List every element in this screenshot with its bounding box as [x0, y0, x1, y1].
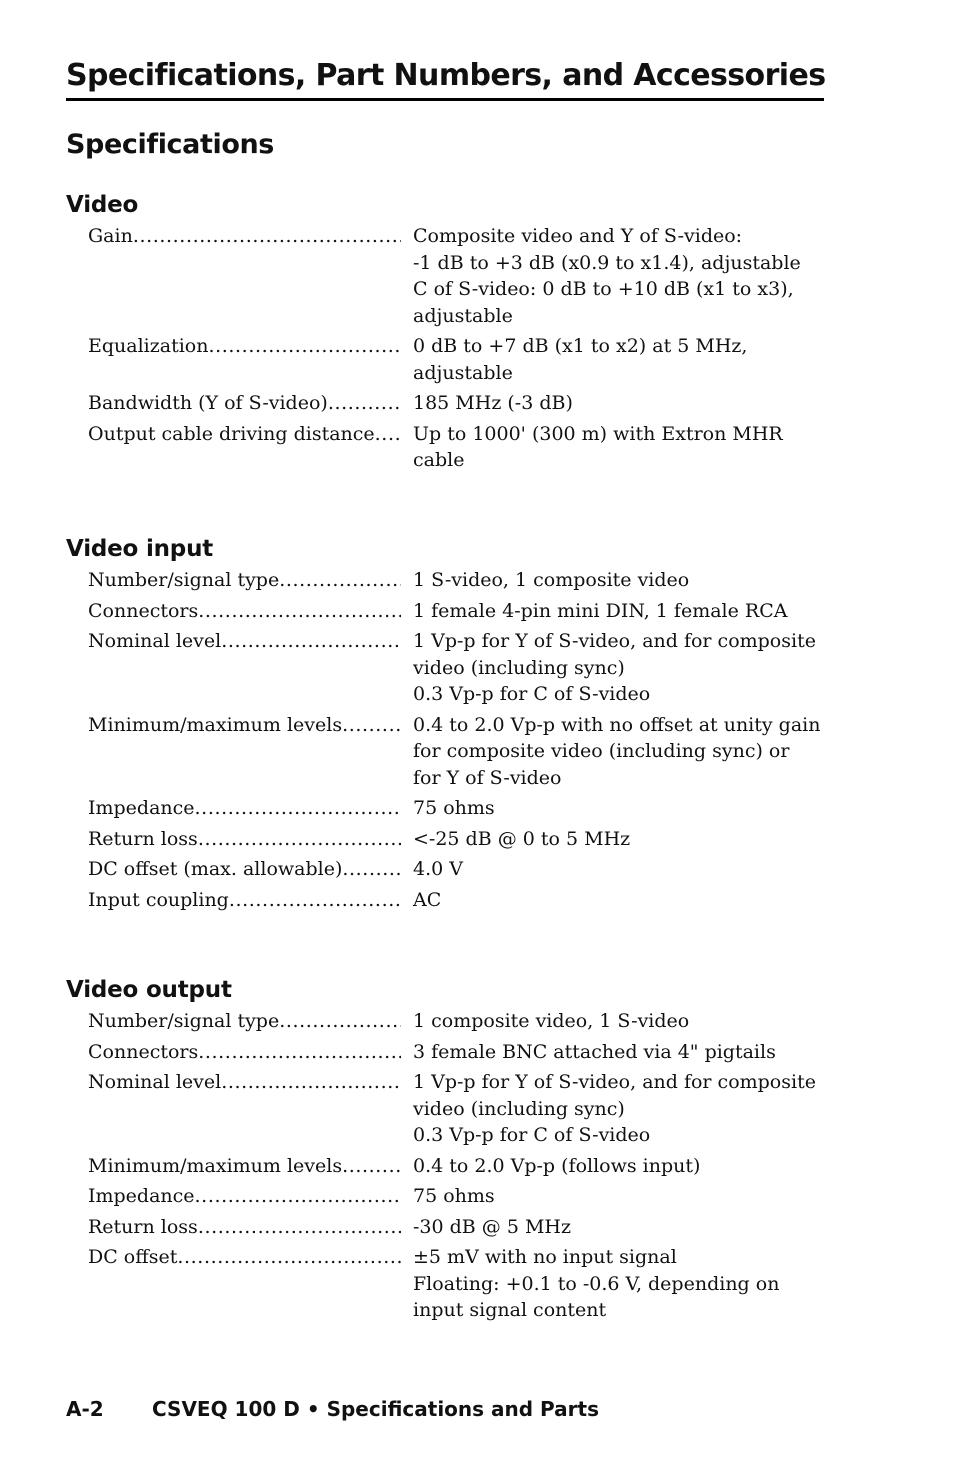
spec-term [88, 567, 401, 594]
spec-term-label: Impedance [88, 1185, 195, 1207]
footer-text: CSVEQ 100 D • Specifications and Parts [152, 1397, 599, 1421]
spec-value-line: 1 composite video, 1 S-video [413, 1010, 690, 1032]
spec-value-line: adjustable [413, 304, 513, 327]
spec-value-line: 0.4 to 2.0 Vp-p with no offset at unity gain [413, 713, 821, 736]
spec-term-label: Number/signal type [88, 569, 280, 591]
spec-term-label: Equalization [88, 335, 209, 357]
spec-row [0, 223, 954, 329]
spec-term [88, 390, 401, 417]
spec-row [0, 598, 954, 625]
spec-value [413, 1069, 833, 1149]
spec-value [413, 1153, 833, 1180]
spec-term [88, 223, 401, 329]
spec-term-label: Minimum/maximum levels [88, 713, 343, 736]
spec-term-label: Bandwidth (Y of S-video) [88, 392, 328, 414]
spec-value-line: 75 ohms [413, 797, 495, 819]
spec-row [0, 856, 954, 883]
spec-row [0, 1008, 954, 1035]
spec-term [88, 598, 401, 625]
spec-value [413, 390, 833, 417]
spec-row [0, 826, 954, 853]
spec-value-line: <-25 dB @ 0 to 5 MHz [413, 827, 631, 850]
spec-term [88, 1039, 401, 1066]
page-number: A-2 [66, 1397, 104, 1421]
spec-list [0, 223, 954, 478]
spec-value [413, 1008, 833, 1035]
subsection-title: Video output [66, 977, 232, 1003]
spec-term-label: Input coupling [88, 888, 229, 911]
spec-term-label: Return loss [88, 1215, 198, 1238]
spec-term-label: Number/signal type [88, 1010, 280, 1032]
spec-term [88, 1008, 401, 1035]
spec-term [88, 421, 401, 474]
spec-value-line: C of S-video: 0 dB to +10 dB (x1 to x3), [413, 278, 794, 300]
spec-list [0, 1008, 954, 1328]
spec-term [88, 826, 401, 853]
spec-value [413, 223, 833, 329]
spec-value-line: for Y of S-video [413, 766, 562, 789]
spec-row [0, 1039, 954, 1066]
spec-term-label: Minimum/maximum levels [88, 1154, 343, 1177]
spec-list [0, 567, 954, 917]
spec-row [0, 567, 954, 594]
spec-row [0, 712, 954, 792]
spec-value [413, 887, 833, 914]
spec-value-line: 0.3 Vp-p for C of S-video [413, 1124, 651, 1146]
spec-term-label: Connectors [88, 599, 199, 622]
spec-term [88, 1214, 401, 1241]
spec-row [0, 421, 954, 474]
spec-value-line: input signal content [413, 1299, 607, 1321]
spec-term-label: DC offset [88, 1246, 178, 1268]
spec-value-line: video (including sync) [413, 656, 625, 679]
spec-value [413, 1214, 833, 1241]
spec-value-line: Composite video and Y of S-video: [413, 225, 743, 247]
spec-row [0, 333, 954, 386]
spec-term [88, 795, 401, 822]
spec-value [413, 598, 833, 625]
spec-term [88, 333, 401, 386]
spec-row [0, 1183, 954, 1210]
spec-value-line: for composite video (including sync) or [413, 740, 790, 762]
spec-value-line: 1 S-video, 1 composite video [413, 569, 690, 591]
spec-value-line: 1 female 4-pin mini DIN, 1 female RCA [413, 599, 788, 622]
spec-value-line: 3 female BNC attached via 4" pigtails [413, 1040, 776, 1063]
spec-value-line: -30 dB @ 5 MHz [413, 1215, 572, 1238]
spec-term-label: Connectors [88, 1040, 199, 1063]
spec-term [88, 1183, 401, 1210]
spec-term [88, 887, 401, 914]
spec-value [413, 567, 833, 594]
spec-term-label: Nominal level [88, 630, 222, 652]
spec-value [413, 628, 833, 708]
spec-value-line: 0.4 to 2.0 Vp-p (follows input) [413, 1154, 701, 1177]
spec-value-line: Floating: +0.1 to -0.6 V, depending on [413, 1272, 780, 1295]
spec-term [88, 1244, 401, 1324]
spec-term [88, 856, 401, 883]
spec-value-line: 0 dB to +7 dB (x1 to x2) at 5 MHz, [413, 335, 748, 357]
spec-value-line: 1 Vp-p for Y of S-video, and for composite [413, 630, 816, 652]
spec-row [0, 887, 954, 914]
spec-value-line: AC [413, 888, 442, 911]
spec-term [88, 712, 401, 792]
spec-value [413, 856, 833, 883]
spec-value [413, 826, 833, 853]
spec-value [413, 333, 833, 386]
spec-value-line: -1 dB to +3 dB (x0.9 to x1.4), adjustable [413, 251, 801, 274]
spec-value-line: cable [413, 449, 465, 471]
spec-row [0, 1069, 954, 1149]
spec-value-line: 0.3 Vp-p for C of S-video [413, 683, 651, 705]
spec-row [0, 795, 954, 822]
spec-value-line: 1 Vp-p for Y of S-video, and for composite [413, 1071, 816, 1093]
spec-row [0, 1214, 954, 1241]
spec-row [0, 390, 954, 417]
spec-value [413, 1183, 833, 1210]
spec-term-label: Impedance [88, 797, 195, 819]
subsection-title: Video [66, 192, 139, 218]
spec-value-line: 4.0 V [413, 858, 463, 880]
chapter-title: Specifications, Part Numbers, and Accessories [66, 56, 824, 101]
spec-value [413, 1244, 833, 1324]
spec-term [88, 1153, 401, 1180]
spec-row [0, 1153, 954, 1180]
subsection-title: Video input [66, 536, 214, 562]
spec-term-label: Return loss [88, 827, 198, 850]
section-title: Specifications [66, 129, 274, 160]
spec-term [88, 1069, 401, 1149]
spec-row [0, 1244, 954, 1324]
spec-value [413, 1039, 833, 1066]
spec-value [413, 421, 833, 474]
page-footer [66, 1395, 599, 1423]
spec-value-line: Up to 1000' (300 m) with Extron MHR [413, 422, 783, 445]
spec-term-label: Gain [88, 225, 133, 247]
spec-value [413, 795, 833, 822]
spec-row [0, 628, 954, 708]
spec-value-line: adjustable [413, 361, 513, 384]
spec-value-line: 185 MHz (-3 dB) [413, 392, 573, 414]
spec-value-line: ±5 mV with no input signal [413, 1246, 677, 1268]
spec-term-label: Nominal level [88, 1071, 222, 1093]
spec-value-line: video (including sync) [413, 1097, 625, 1120]
spec-term-label: DC offset (max. allowable) [88, 858, 343, 880]
spec-value-line: 75 ohms [413, 1185, 495, 1207]
spec-value [413, 712, 833, 792]
spec-term-label: Output cable driving distance [88, 422, 375, 445]
spec-term [88, 628, 401, 708]
